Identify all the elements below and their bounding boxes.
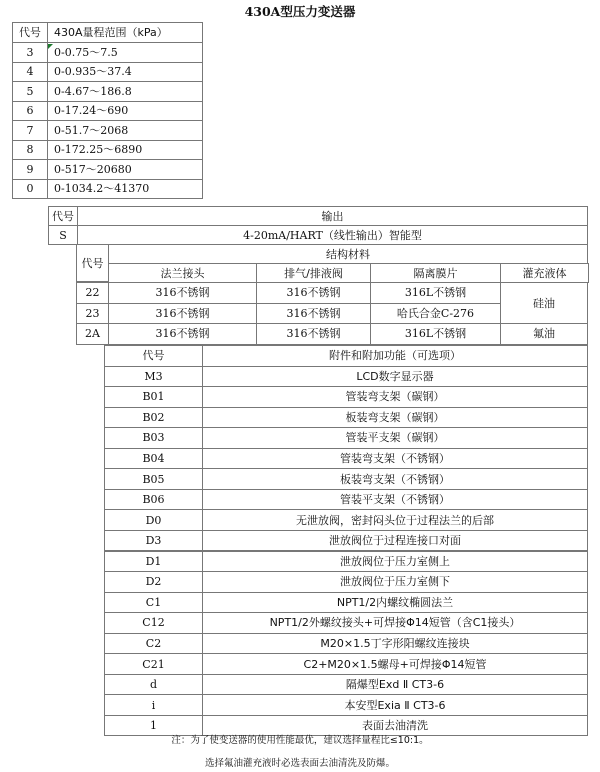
material-col-header: 隔离膜片 bbox=[370, 263, 501, 283]
material-diaphragm-cell: 316L不锈钢 bbox=[370, 323, 501, 345]
range-value-cell: 0-172.25～6890 bbox=[47, 140, 203, 161]
options-value-cell: 泄放阀位于压力室侧上 bbox=[202, 551, 588, 573]
material-name-header: 结构材料 bbox=[108, 244, 588, 264]
range-value-cell: 0-51.7～2068 bbox=[47, 120, 203, 141]
options-code-cell: B06 bbox=[104, 489, 203, 511]
options-code-cell: B02 bbox=[104, 407, 203, 429]
material-vent-cell: 316不锈钢 bbox=[256, 323, 371, 345]
range-value-cell: 0-0.935～37.4 bbox=[47, 62, 203, 83]
options-code-header: 代号 bbox=[104, 345, 203, 367]
options-code-cell: D3 bbox=[104, 530, 203, 552]
options-code-cell: B03 bbox=[104, 427, 203, 449]
range-code-cell: 6 bbox=[12, 101, 48, 122]
options-code-cell: d bbox=[104, 674, 203, 696]
options-value-cell: 管装平支架（不锈钢） bbox=[202, 489, 588, 511]
range-code-cell: 9 bbox=[12, 159, 48, 180]
options-value-cell: C2+M20×1.5螺母+可焊接Φ14短管 bbox=[202, 653, 588, 675]
material-flange-cell: 316不锈钢 bbox=[108, 282, 257, 304]
material-vent-cell: 316不锈钢 bbox=[256, 303, 371, 325]
options-code-cell: C2 bbox=[104, 633, 203, 655]
output-code-header: 代号 bbox=[48, 206, 78, 226]
options-code-cell: D2 bbox=[104, 571, 203, 593]
range-code-cell: 8 bbox=[12, 140, 48, 161]
range-name-header: 430A量程范围（kPa） bbox=[47, 22, 203, 43]
options-name-header: 附件和附加功能（可选项） bbox=[202, 345, 588, 367]
options-code-cell: i bbox=[104, 694, 203, 716]
options-value-cell: 本安型Exia Ⅱ CT3-6 bbox=[202, 694, 588, 716]
range-value-cell: 0-1034.2～41370 bbox=[47, 179, 203, 200]
document-title: 430A型压力变送器 bbox=[244, 4, 356, 19]
options-value-cell: 板装弯支架（碳钢） bbox=[202, 407, 588, 429]
range-code-cell: 4 bbox=[12, 62, 48, 83]
options-value-cell: 管装弯支架（碳钢） bbox=[202, 386, 588, 408]
options-value-cell: 隔爆型Exd Ⅱ CT3-6 bbox=[202, 674, 588, 696]
footnote-2: 选择氟油灌充液时必选表面去油清洗及防爆。 bbox=[204, 758, 395, 769]
options-code-cell: B04 bbox=[104, 448, 203, 470]
options-value-cell: M20×1.5丁字形阳螺纹连接块 bbox=[202, 633, 588, 655]
options-code-cell: B05 bbox=[104, 468, 203, 490]
options-code-cell: D0 bbox=[104, 509, 203, 531]
options-code-cell: C21 bbox=[104, 653, 203, 675]
material-diaphragm-cell: 316L不锈钢 bbox=[370, 282, 501, 304]
options-code-cell: C1 bbox=[104, 592, 203, 614]
options-code-cell: M3 bbox=[104, 366, 203, 388]
footnote-1: 注：为了使变送器的使用性能最优，建议选择量程比≤10:1。 bbox=[171, 735, 429, 746]
material-col-header: 灌充液体 bbox=[500, 263, 589, 283]
output-value-cell: 4-20mA/HART（线性输出）智能型 bbox=[77, 225, 588, 245]
options-code-cell: 1 bbox=[104, 715, 203, 737]
range-value-cell: 0-517～20680 bbox=[47, 159, 203, 180]
material-code-header: 代号 bbox=[76, 244, 109, 282]
material-flange-cell: 316不锈钢 bbox=[108, 303, 257, 325]
range-code-cell: 0 bbox=[12, 179, 48, 200]
output-code-cell: S bbox=[48, 225, 78, 245]
material-diaphragm-cell: 哈氏合金C-276 bbox=[370, 303, 501, 325]
material-flange-cell: 316不锈钢 bbox=[108, 323, 257, 345]
range-value-cell: 0-4.67～186.8 bbox=[47, 81, 203, 102]
options-value-cell: 管装平支架（碳钢） bbox=[202, 427, 588, 449]
range-value-cell: 0-17.24～690 bbox=[47, 101, 203, 122]
options-value-cell: LCD数字显示器 bbox=[202, 366, 588, 388]
options-value-cell: 无泄放阀，密封闷头位于过程法兰的后部 bbox=[202, 509, 588, 531]
range-code-cell: 7 bbox=[12, 120, 48, 141]
output-name-header: 输出 bbox=[77, 206, 588, 226]
range-value-cell: 0-0.75～7.5 bbox=[47, 42, 203, 63]
options-value-cell: 管装弯支架（不锈钢） bbox=[202, 448, 588, 470]
range-code-cell: 5 bbox=[12, 81, 48, 102]
options-value-cell: 泄放阀位于过程连接口对面 bbox=[202, 530, 588, 552]
options-code-cell: D1 bbox=[104, 551, 203, 573]
material-vent-cell: 316不锈钢 bbox=[256, 282, 371, 304]
options-code-cell: B01 bbox=[104, 386, 203, 408]
material-fill-fluid-cell: 氟油 bbox=[500, 323, 588, 345]
material-code-cell: 2A bbox=[76, 323, 109, 345]
options-value-cell: 表面去油清洗 bbox=[202, 715, 588, 737]
options-value-cell: 板装弯支架（不锈钢） bbox=[202, 468, 588, 490]
options-value-cell: 泄放阀位于压力室侧下 bbox=[202, 571, 588, 593]
material-col-header: 法兰接头 bbox=[108, 263, 257, 283]
options-value-cell: NPT1/2内螺纹椭圆法兰 bbox=[202, 592, 588, 614]
range-code-cell: 3 bbox=[12, 42, 48, 63]
material-col-header: 排气/排液阀 bbox=[256, 263, 371, 283]
material-code-cell: 22 bbox=[76, 282, 109, 304]
material-code-cell: 23 bbox=[76, 303, 109, 325]
options-value-cell: NPT1/2外螺纹接头+可焊接Φ14短管（含C1接头） bbox=[202, 612, 588, 634]
range-code-header: 代号 bbox=[12, 22, 48, 43]
material-fill-fluid-cell: 硅油 bbox=[500, 282, 588, 324]
options-code-cell: C12 bbox=[104, 612, 203, 634]
